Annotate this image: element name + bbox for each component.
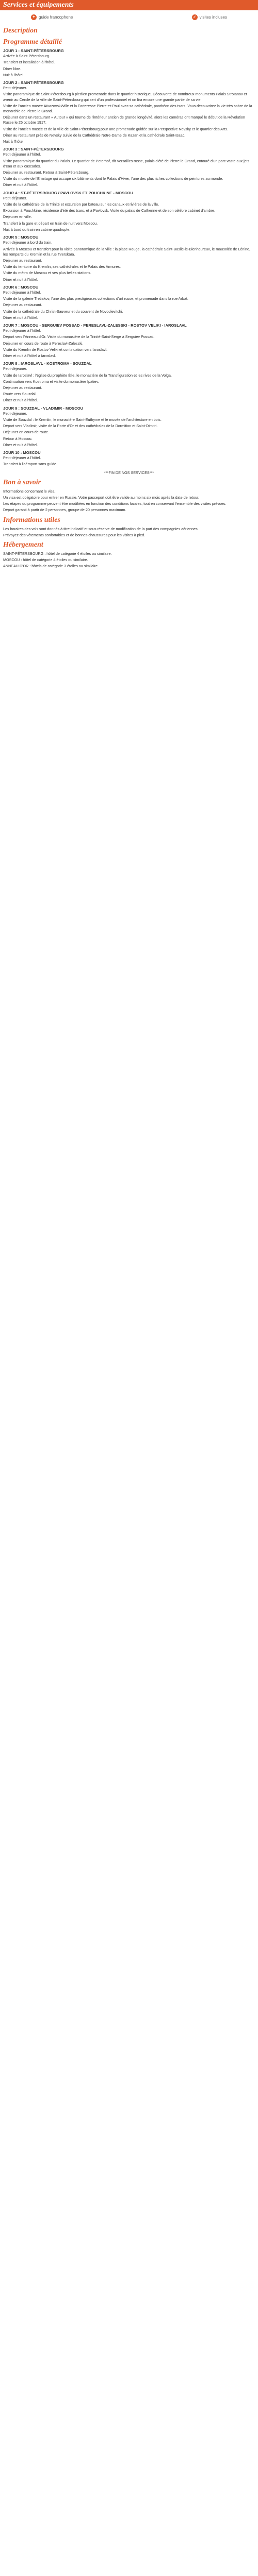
program-paragraph: Excursion à Pouchkine, résidence d'été des tsars, et à Pavlovsk. Visite du palais de Catherine et de son célèbre cabinet d'ambre.: [3, 208, 215, 213]
program-day: [3, 235, 255, 282]
banner-title: Services et équipements: [3, 1, 74, 9]
program-paragraph: Déjeuner au restaurant.: [3, 258, 42, 263]
program-paragraph: Visite de la galerie Tretiakov, l'une des plus prestigieuses collections d'art russe, et promenade dans la rue Arbat.: [3, 296, 188, 301]
program-paragraph: Nuit à l'hôtel.: [3, 72, 25, 77]
useful-info-list: [3, 527, 255, 538]
program-paragraph: Déjeuner dans un restaurant « Autour » qui tourne de l'intérieur ancien de grande longévité, alors les caméras ont marqué le début de la Révolution Russe le 25 octobre 1917.: [3, 115, 245, 125]
lodging-list: [3, 551, 255, 569]
services-banner: [0, 0, 258, 10]
badge-visits-label: visites incluses: [199, 14, 227, 20]
program-paragraph: Visite panoramique de Saint-Pétersbourg à pied/en promenade dans le quartier historique. Découverte de nombreux monuments Palais Stroïanov et avenir au Cercle de la ville de Saint-Pétersbourg qui sert d'un professionnel et on lira encore une grande partie de sa vie.: [3, 92, 247, 102]
good-to-know-paragraph: Informations concernant le visa :: [3, 488, 57, 494]
program-paragraph: Petit-déjeuner à l'hôtel.: [3, 290, 41, 295]
program-paragraph: Visite du Kremlin de Rostov Veliki et continuation vers Iaroslavl.: [3, 347, 108, 352]
end-marker: ***FIN DE NOS SERVICES***: [104, 470, 154, 475]
program-heading: Programme détaillé: [3, 38, 62, 46]
program-paragraph: Petit-déjeuner à l'hôtel.: [3, 328, 41, 333]
program-paragraph: Visite de Souzdal : le Kremlin, le monastère Saint-Euthyme et le musée de l'architecture en bois.: [3, 417, 162, 422]
program-paragraph: Petit-déjeuner.: [3, 366, 27, 371]
program-paragraph: Dîner et nuit à l'hôtel à Iaroslavl.: [3, 353, 56, 358]
program-paragraph: Visite du territoire du Kremlin, ses cathédrales et le Palais des Armures.: [3, 264, 121, 269]
useful-info-paragraph: Les horaires des vols sont donnés à titre indicatif et sous réserve de modification de la part des compagnies aériennes.: [3, 526, 199, 531]
program-paragraph: Dîner au restaurant près de Nevsky suivie de la Cathédrale Notre-Dame de Kazan et la cathédrale Saint-Isaac.: [3, 132, 186, 138]
program-paragraph: Retour à Moscou.: [3, 436, 33, 441]
program-day-title: JOUR 8 : IAROSLAVL - KOSTROMA - SOUZDAL: [3, 361, 92, 366]
good-to-know-paragraph: Départ garanti à partir de 2 personnes, groupe de 20 personnes maximum.: [3, 507, 126, 513]
lodging-paragraph: ANNEAU D'OR : hôtels de catégorie 3 étoiles ou similaire.: [3, 564, 99, 569]
program-day: [3, 406, 255, 448]
useful-info-heading: Informations utiles: [3, 516, 60, 524]
program-paragraph: Dîner et nuit à l'hôtel.: [3, 398, 38, 403]
program-paragraph: Nuit à bord du train en cabine quadruple.: [3, 227, 71, 232]
program-paragraph: Déjeuner au restaurant. Retour à Saint-Pétersbourg.: [3, 170, 90, 175]
program-paragraph: Continuation vers Kostroma et visite du monastère Ipatiev.: [3, 379, 99, 384]
program-day-title: JOUR 5 : MOSCOU: [3, 235, 39, 240]
ticket-icon: ✓: [192, 14, 198, 20]
program-day: [3, 147, 255, 188]
program-paragraph: Visite de la cathédrale du Christ-Sauveur et du couvent de Novodievitchi.: [3, 309, 123, 314]
program-day-title: JOUR 7 : MOSCOU - SERGUIEV POSSAD - PERESLAVL-ZALESSKI - ROSTOV VELIKI - IAROSLAVL: [3, 323, 187, 328]
program-day-title: JOUR 3 : SAINT-PÉTERSBOURG: [3, 147, 64, 152]
program-day-title: JOUR 1 : SAINT-PÉTERSBOURG: [3, 48, 64, 53]
program-paragraph: Petit-déjeuner à bord du train.: [3, 240, 53, 245]
main-content: [0, 23, 258, 569]
lodging-paragraph: SAINT-PÉTERSBOURG : hôtel de catégorie 4 étoiles ou similaire.: [3, 551, 112, 556]
program-day: [3, 361, 255, 403]
program-day-title: JOUR 2 : SAINT-PÉTERSBOURG: [3, 80, 64, 86]
program-paragraph: Petit-déjeuner à l'hôtel.: [3, 455, 41, 461]
badge-visits: [192, 14, 227, 20]
program-paragraph: Déjeuner au restaurant.: [3, 385, 42, 390]
program-day: [3, 285, 255, 320]
program-paragraph: Visite de la cathédrale de la Trinité et excursion par bateau sur les canaux et rivières de la ville.: [3, 202, 159, 207]
program-day: [3, 80, 255, 144]
program-paragraph: Déjeuner au restaurant.: [3, 302, 42, 308]
program-list: [3, 48, 255, 467]
program-day: [3, 191, 255, 232]
program-paragraph: Dîner et nuit à l'hôtel.: [3, 277, 38, 282]
program-paragraph: Visite du métro de Moscou et ses plus belles stations.: [3, 270, 91, 276]
program-paragraph: Départ vers Vladimir, visite de la Porte d'Or et des cathédrales de la Dormition et Saint-Dimitri.: [3, 423, 158, 429]
program-paragraph: Dîner libre.: [3, 66, 22, 71]
program-day-title: JOUR 6 : MOSCOU: [3, 284, 39, 290]
program-day: [3, 450, 255, 467]
program-paragraph: Visite de Iaroslavl : l'église du prophète Élie, le monastère de la Transfiguration et les rives de la Volga.: [3, 372, 172, 378]
good-to-know-paragraph: Un visa est obligatoire pour entrer en Russie. Votre passeport doit être valide au moins six mois après la date de retour.: [3, 495, 199, 500]
good-to-know-paragraph: Les étapes du programme peuvent être modifiées en fonction des conditions locales, tout en conservant l'ensemble des visites prévues.: [3, 501, 227, 506]
program-paragraph: Transfert à la gare et départ en train de nuit vers Moscou.: [3, 221, 98, 226]
program-paragraph: Route vers Souzdal.: [3, 392, 37, 397]
program-paragraph: Petit-déjeuner.: [3, 411, 27, 416]
program-paragraph: Dîner et nuit à l'hôtel.: [3, 182, 38, 188]
good-to-know-heading: Bon à savoir: [3, 478, 41, 486]
good-to-know-list: [3, 489, 255, 513]
program-paragraph: Déjeuner en cours de route.: [3, 430, 50, 435]
program-paragraph: Nuit à l'hôtel.: [3, 139, 25, 144]
program-paragraph: Arrivée à Moscou et transfert pour la visite panoramique de la ville : la place Rouge, la cathédrale Saint-Basile-le-Bienheureux, le mausolée de Lénine, les remparts du Kremlin et la rue Tverskaïa.: [3, 246, 251, 257]
lodging-heading: Hébergement: [3, 541, 43, 549]
useful-info-paragraph: Prévoyez des vêtements confortables et de bonnes chaussures pour les visites à pied.: [3, 532, 146, 537]
program-day: [3, 323, 255, 359]
badges-row: [0, 10, 258, 23]
program-paragraph: Visite de l'ancien musée Aïvazovski/ville et la Forteresse Pierre-et-Paul avec sa cathédrale, panthéon des tsars. Vous découvrirez la vie très sobre de la monarchie de Pierre le Grand.: [3, 103, 252, 114]
program-day-title: JOUR 9 : SOUZDAL - VLADIMIR - MOSCOU: [3, 405, 84, 411]
program-paragraph: Déjeuner en ville.: [3, 214, 32, 219]
program-paragraph: Départ vers l'Anneau d'Or. Visite du monastère de la Trinité-Saint-Serge à Serguiev Possad.: [3, 334, 155, 340]
guide-icon: ✦: [31, 14, 37, 20]
badge-guide-label: guide francophone: [39, 14, 73, 20]
program-paragraph: Dîner et nuit à l'hôtel.: [3, 315, 38, 320]
program-day-title: JOUR 4 : ST-PÉTERSBOURG / PAVLOVSK ET POUCHKINE - MOSCOU: [3, 190, 134, 195]
program-paragraph: Transfert à l'aéroport sans guide.: [3, 462, 57, 467]
program-paragraph: Dîner et nuit à l'hôtel.: [3, 442, 38, 447]
program-paragraph: Petit-déjeuner à l'hôtel.: [3, 152, 41, 157]
lodging-paragraph: MOSCOU : hôtel de catégorie 4 étoiles ou similaire.: [3, 557, 88, 563]
program-paragraph: Petit-déjeuner.: [3, 195, 27, 200]
program-paragraph: Transfert et installation à l'hôtel.: [3, 60, 55, 65]
program-paragraph: Visite du musée de l'Ermitage qui occupe six bâtiments dont le Palais d'Hiver, l'une des plus riches collections de peintures au monde.: [3, 176, 223, 181]
program-paragraph: Visite panoramique du quartier du Palais. Le quartier de Peterhof, dit Versailles russe, palais d'été de Pierre le Grand, entouré d'un parc vaste aux jets d'eau et aux cascades.: [3, 158, 250, 168]
program-paragraph: Visite de l'ancien musée et de la ville de Saint-Pétersbourg pour une promenade guidée sur la Perspective Nevsky et le quartier des Arts.: [3, 126, 228, 131]
program-day-title: JOUR 10 : MOSCOU: [3, 450, 41, 455]
program-paragraph: Arrivée à Saint-Pétersbourg.: [3, 54, 50, 59]
program-paragraph: Déjeuner en cours de route à Pereslavl-Zalesski.: [3, 341, 84, 346]
program-day: [3, 48, 255, 78]
program-paragraph: Petit-déjeuner.: [3, 86, 27, 91]
description-heading: Description: [3, 27, 38, 35]
badge-guide: [31, 14, 73, 20]
